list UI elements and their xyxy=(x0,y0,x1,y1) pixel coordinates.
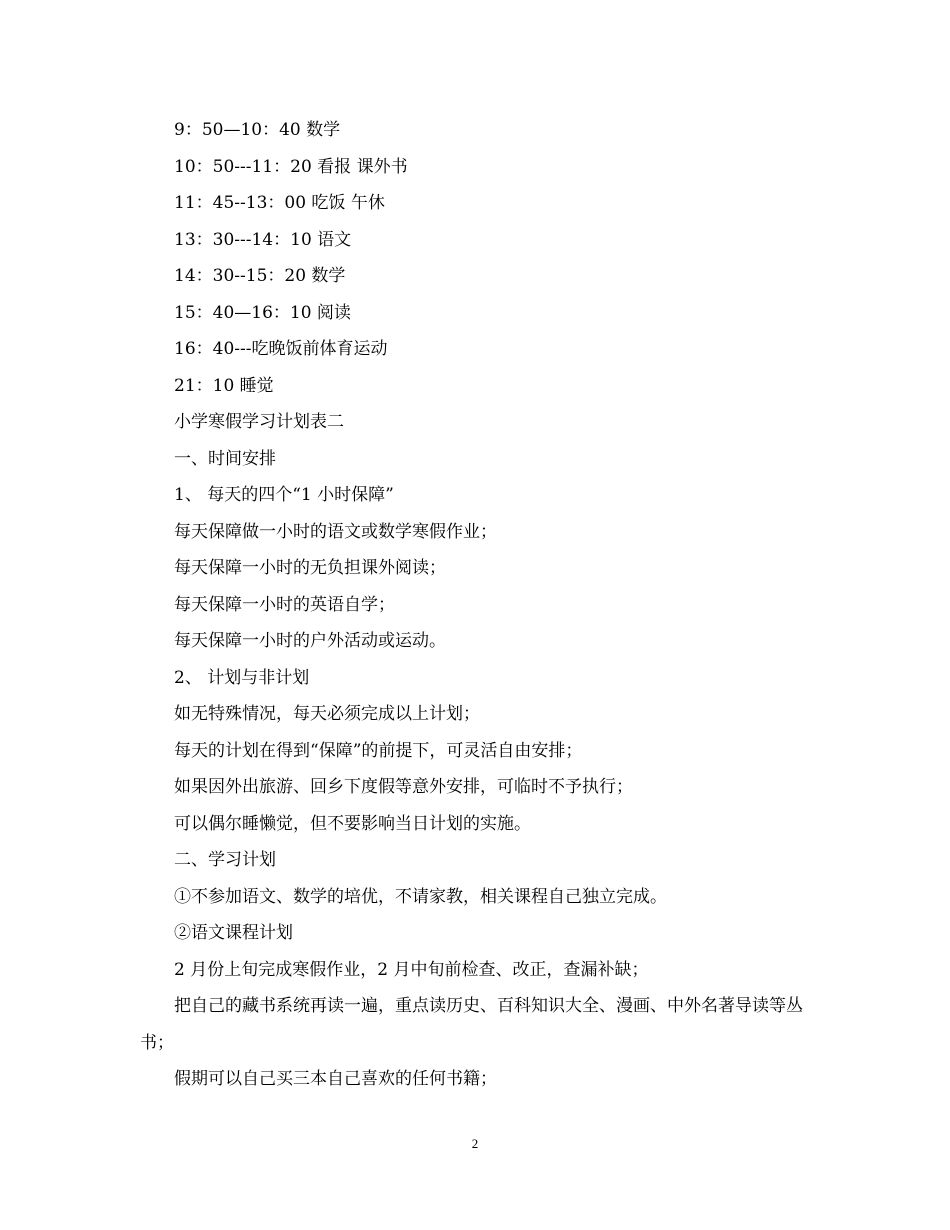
schedule-line: 11：45--13：00 吃饭 午休 xyxy=(174,193,385,213)
document-body xyxy=(140,112,820,1098)
paragraph: 每天保障一小时的户外活动或运动。 xyxy=(174,631,446,651)
paragraph: 每天保障一小时的英语自学； xyxy=(174,594,395,615)
paragraph: 如果因外出旅游、回乡下度假等意外安排，可临时不予执行； xyxy=(174,777,633,797)
paragraph: 每天保障一小时的无负担课外阅读； xyxy=(174,558,446,578)
paragraph: 假期可以自己买三本自己喜欢的任何书籍； xyxy=(174,1069,497,1089)
section-heading: 二、学习计划 xyxy=(174,850,276,870)
schedule-line: 21：10 睡觉 xyxy=(174,375,274,396)
subsection-heading: 1、 每天的四个“1 小时保障” xyxy=(174,485,394,505)
paragraph: 可以偶尔睡懒觉，但不要影响当日计划的实施。 xyxy=(174,813,531,834)
schedule-line: 16：40---吃晚饭前体育运动 xyxy=(174,339,388,359)
subsection-heading: 2、 计划与非计划 xyxy=(174,667,310,688)
schedule-line: 15：40—16：10 阅读 xyxy=(174,302,351,323)
schedule-line: 14：30--15：20 数学 xyxy=(174,266,346,286)
section-title: 小学寒假学习计划表二 xyxy=(174,412,344,432)
paragraph: 每天保障做一小时的语文或数学寒假作业； xyxy=(174,521,497,542)
page-number: 2 xyxy=(471,1136,479,1151)
paragraph: ①不参加语文、数学的培优，不请家教，相关课程自己独立完成。 xyxy=(174,886,667,907)
schedule-line: 10：50---11：20 看报 课外书 xyxy=(174,156,408,177)
subsection-heading: ②语文课程计划 xyxy=(174,923,293,943)
section-heading: 一、时间安排 xyxy=(174,448,276,469)
paragraph: 2 月份上旬完成寒假作业，2 月中旬前检查、改正，查漏补缺； xyxy=(174,959,649,980)
schedule-line: 13：30---14：10 语文 xyxy=(174,229,352,250)
paragraph: 每天的计划在得到“保障”的前提下，可灵活自由安排； xyxy=(174,740,583,761)
paragraph: 如无特殊情况，每天必须完成以上计划； xyxy=(174,704,480,724)
paragraph: 把自己的藏书系统再读一遍，重点读历史、百科知识大全、漫画、中外名著导读等丛书； xyxy=(140,996,803,1053)
schedule-line: 9：50—10：40 数学 xyxy=(174,120,341,140)
